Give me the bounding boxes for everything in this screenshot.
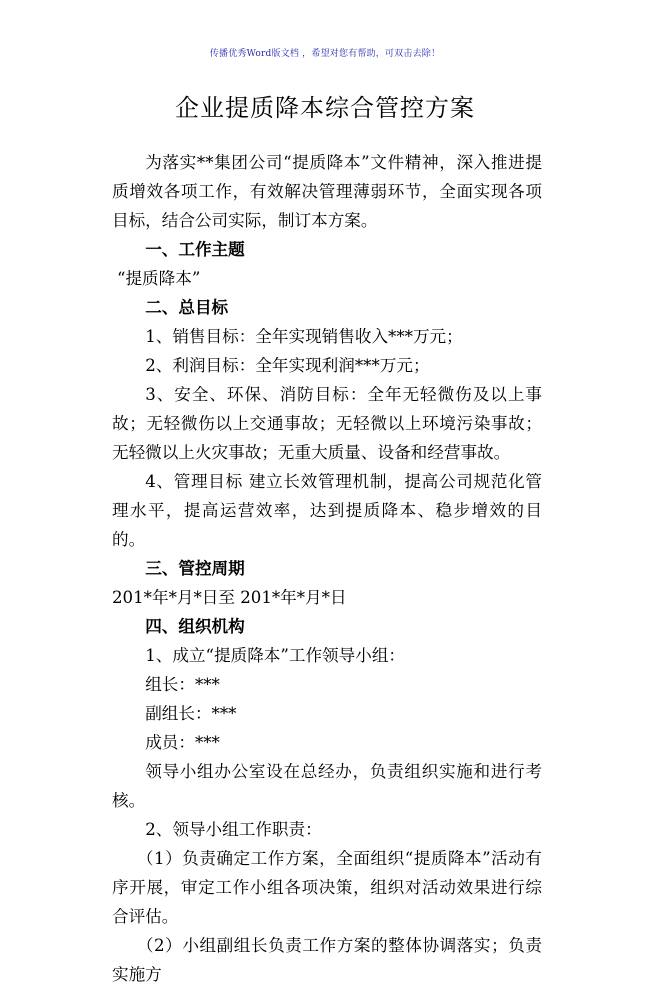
header-note: 传播优秀Word版文档 ，希望对您有帮助，可双击去除！ — [209, 49, 441, 59]
goal-item: 2、利润目标：全年实现利润***万元； — [145, 356, 430, 375]
org-item-1: 1、成立“提质降本”工作领导小组： — [145, 646, 406, 665]
org-duty-1: （1）负责确定工作方案，全面组织“提质降本”活动有序开展，审定工作小组各项决策，组织对活动效果进行综合评估。 — [112, 849, 542, 926]
goal-item: 4、管理目标 建立长效管理机制，提高公司规范化管理水平，提高运营效率，达到提质降本、稳步增效的目的。 — [112, 472, 542, 549]
intro-paragraph: 为落实**集团公司“提质降本”文件精神，深入推进提质增效各项工作，有效解决管理薄弱环节，全面实现各项目标，结合公司实际，制订本方案。 — [112, 153, 542, 230]
section4-heading: 四、组织机构 — [145, 616, 245, 636]
org-members: 成员：*** — [145, 733, 220, 752]
goal-item: 3、安全、环保、消防目标：全年无轻微伤及以上事故；无轻微伤以上交通事故；无轻微以上环境污染事故；无轻微以上火灾事故；无重大质量、设备和经营事故。 — [112, 385, 542, 462]
section1-text: “提质降本” — [116, 269, 201, 288]
org-leader: 组长：*** — [145, 675, 220, 694]
page-title: 企业提质降本综合管控方案 — [175, 94, 475, 122]
goal-item: 1、销售目标：全年实现销售收入***万元； — [145, 327, 463, 346]
section2-heading: 二、总目标 — [145, 297, 229, 317]
org-deputy: 副组长：*** — [145, 704, 237, 723]
org-office: 领导小组办公室设在总经办，负责组织实施和进行考核。 — [112, 762, 542, 810]
section1-heading: 一、工作主题 — [145, 239, 245, 259]
section3-text: 201*年*月*日至 201*年*月*日 — [112, 588, 347, 607]
org-duty-2: （2）小组副组长负责工作方案的整体协调落实；负责实施方 — [112, 936, 542, 984]
org-item-2: 2、领导小组工作职责： — [145, 820, 322, 839]
section3-heading: 三、管控周期 — [145, 558, 245, 578]
document-body — [112, 148, 542, 989]
